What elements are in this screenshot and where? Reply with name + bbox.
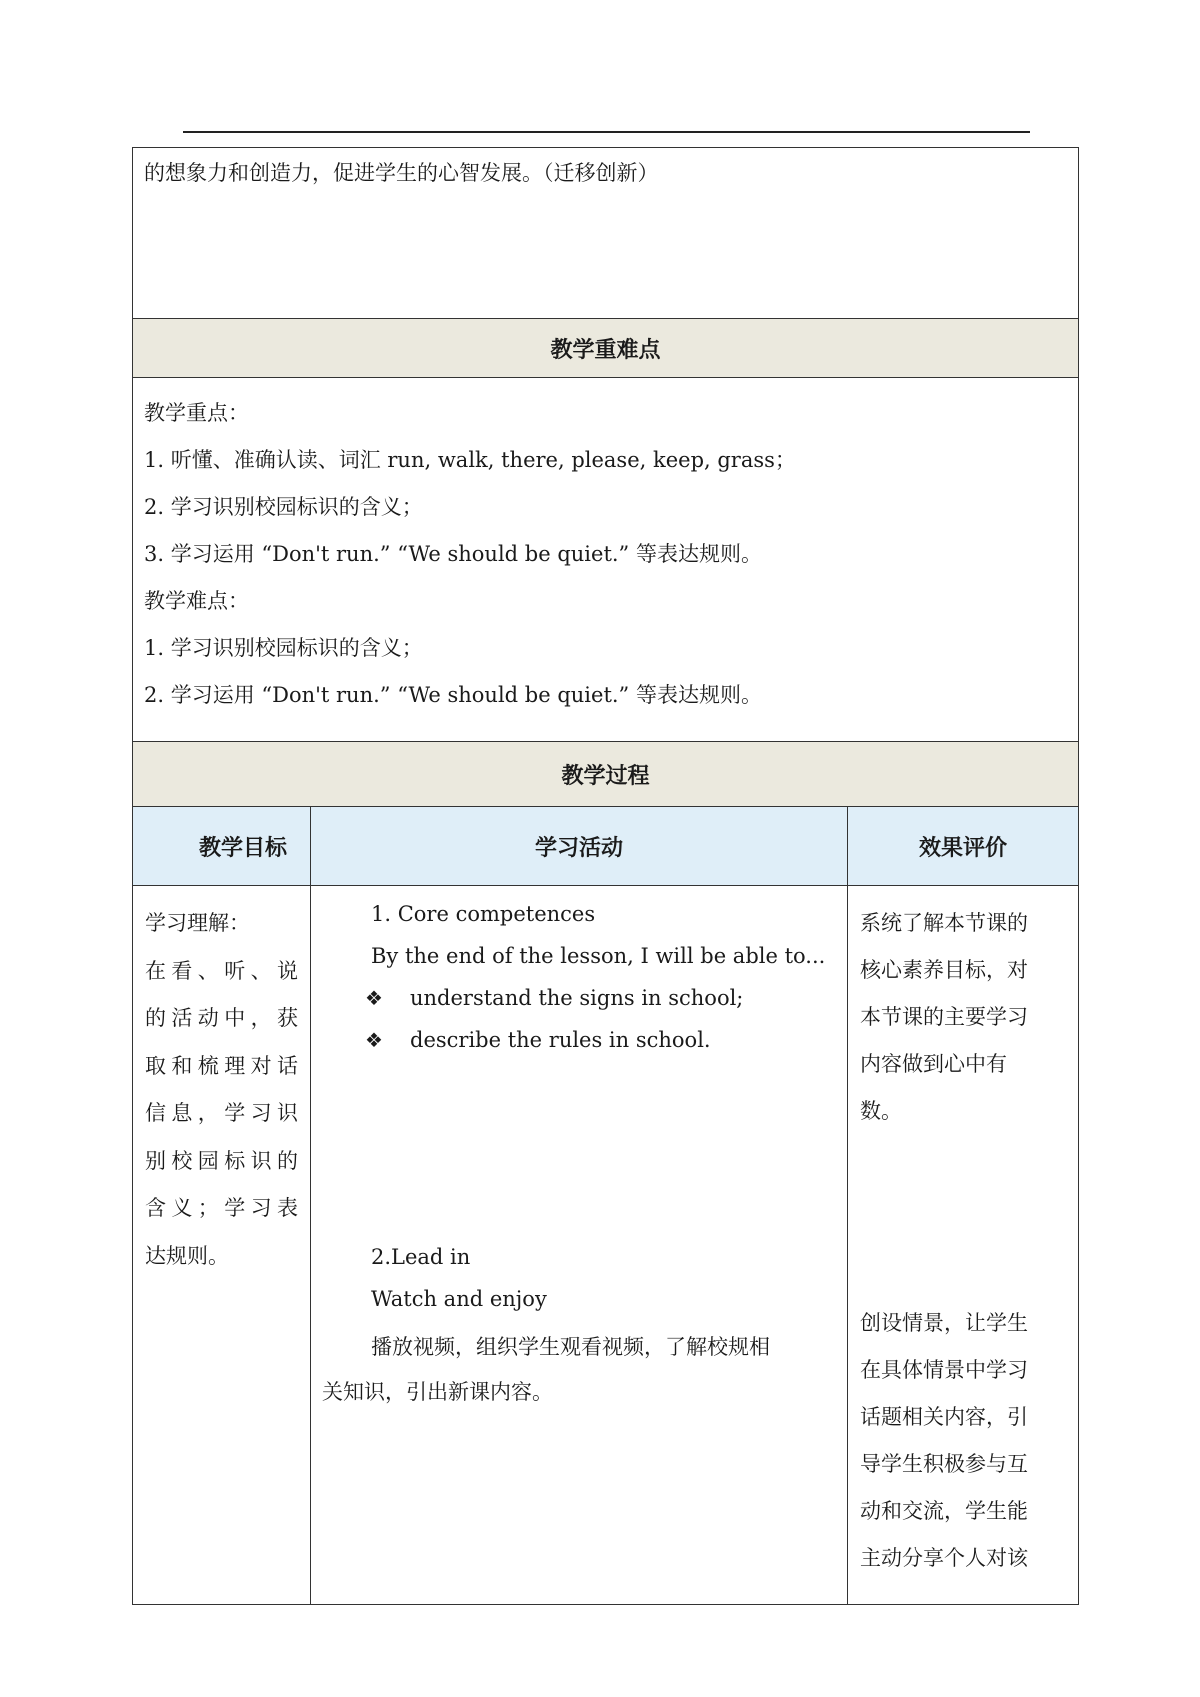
goal-line: 含义；学习表 [145,1196,298,1220]
evaluation-line: 内容做到心中有 [860,1052,1007,1076]
core-competences-intro: By the end of the lesson, I will be able to... [371,944,826,968]
bullet-item: describe the rules in school. [410,1028,711,1052]
process-title: 教学过程 [561,762,650,789]
goal-cell [133,886,311,1605]
difficulty-item: 2. 学习运用 “Don't run.” “We should be quiet.” 等表达规则。 [144,683,762,707]
goal-line: 取和梳理对话 [145,1053,298,1078]
difficulty-label: 教学难点： [144,589,249,613]
goal-line: 信息，学习识 [145,1101,298,1125]
evaluation-line: 系统了解本节课的 [860,911,1028,935]
bullet-item: understand the signs in school; [410,986,744,1010]
evaluation-line: 话题相关内容，引 [860,1405,1028,1429]
core-competences-title: 1. Core competences [371,902,596,926]
column-header-label: 教学目标 [199,834,288,861]
goal-line: 别校园标识的 [145,1148,298,1173]
process-header [133,742,1079,807]
focus-item: 3. 学习运用 “Don't run.” “We should be quiet.” 等表达规则。 [144,542,762,566]
evaluation-paragraph [860,1300,1028,1582]
evaluation-line: 在具体情景中学习 [860,1358,1028,1382]
goal-line: 的活动中，获 [145,1006,298,1030]
evaluation-line: 数。 [860,1099,902,1123]
lesson-plan-table [132,147,1079,1605]
column-header-activity [311,807,848,886]
intro-text: 的想象力和创造力，促进学生的心智发展。（迁移创新） [144,161,659,185]
lead-in-description: 播放视频，组织学生观看视频，了解校规相 [371,1335,770,1359]
key-points-title: 教学重难点 [550,336,661,363]
key-points-header [133,319,1079,378]
header-rule [183,131,1030,133]
goal-line: 在看、听、说 [145,958,298,983]
bullet-diamond-icon: ❖ [365,1028,383,1052]
goal-line: 达规则。 [145,1243,229,1268]
evaluation-line: 本节课的主要学习 [860,1005,1028,1029]
lead-in-subtitle: Watch and enjoy [371,1287,547,1311]
evaluation-cell [848,886,1079,1605]
bullet-diamond-icon: ❖ [365,986,383,1010]
column-header-label: 学习活动 [534,834,623,861]
focus-item: 1. 听懂、准确认读、词汇 run, walk, there, please, keep, grass； [144,448,796,472]
column-header-goal [133,807,311,886]
column-header-label: 效果评价 [919,834,1008,861]
evaluation-line: 导学生积极参与互 [860,1452,1028,1476]
intro-cell [133,148,1079,319]
goal-line: 学习理解： [145,911,250,935]
lead-in-title: 2.Lead in [371,1245,471,1269]
difficulty-item: 1. 学习识别校园标识的含义； [144,636,423,660]
focus-label: 教学重点： [144,401,249,425]
key-points-cell [133,378,1079,742]
column-header-evaluation [848,807,1079,886]
evaluation-line: 动和交流，学生能 [860,1499,1028,1523]
activity-cell [311,886,848,1605]
lead-in-description: 关知识，引出新课内容。 [322,1380,553,1404]
evaluation-line: 创设情景，让学生 [860,1311,1028,1335]
focus-item: 2. 学习识别校园标识的含义； [144,495,423,519]
evaluation-line: 主动分享个人对该 [860,1546,1028,1570]
evaluation-paragraph [860,900,1066,1135]
evaluation-line: 核心素养目标，对 [860,958,1028,982]
